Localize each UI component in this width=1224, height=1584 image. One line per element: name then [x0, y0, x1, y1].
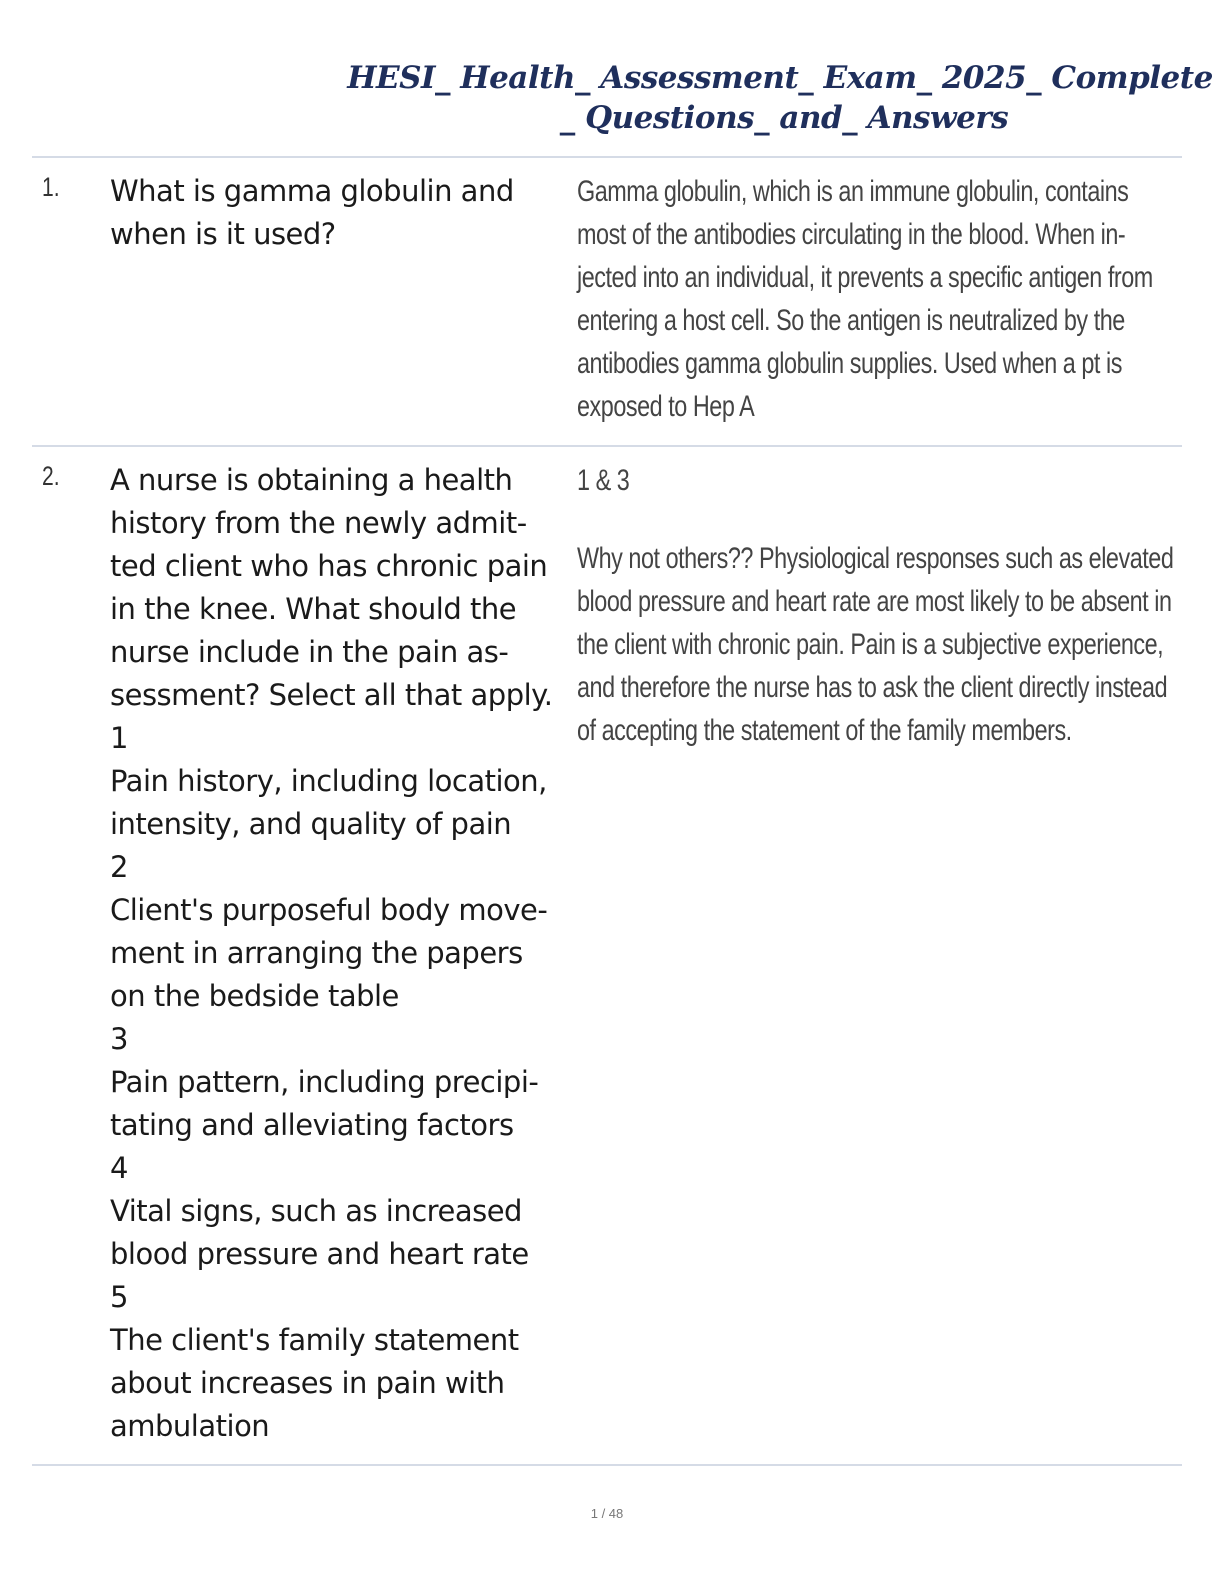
question-text: A nurse is obtaining a health history from the newly admit- ted client who has chronic pain in the knee. What should the nurse include in the pain as- sessment? Select all that apply. 1 Pain history, including location, intensity, and quality of pain 2 Client's purposeful body move- ment in arranging the papers on the bedside table 3 Pain pattern, including precipi- tating and alleviating factors 4 Vital signs, such as increased blood pressure and heart rate 5 The client's family statement about increases in pain with ambulation	[110, 463, 553, 1443]
document-title-line-1: HESI_ Health_ Assessment_ Exam_ 2025_ Complete	[347, 60, 1213, 96]
divider-middle	[32, 445, 1182, 447]
answer-line: of accepting the statement of the family members.	[577, 714, 1072, 747]
question-number: 1.	[42, 172, 60, 202]
question-number: 2.	[42, 461, 60, 491]
answer-line: and therefore the nurse has to ask the client directly instead	[577, 671, 1168, 704]
answer-line: entering a host cell. So the antigen is neutralized by the	[577, 304, 1125, 337]
document-title	[340, 58, 1220, 138]
answer-line: Why not others?? Physiological responses such as elevated	[577, 542, 1174, 575]
answer-line: antibodies gamma globulin supplies. Used when a pt is	[577, 347, 1122, 380]
divider-bottom	[32, 1464, 1182, 1466]
answer-line: Gamma globulin, which is an immune globulin, contains	[577, 175, 1129, 208]
answer-text	[577, 170, 1170, 428]
answer-spacer	[577, 502, 1170, 537]
divider-top	[32, 156, 1182, 158]
question-text: What is gamma globulin and when is it used?	[110, 174, 514, 251]
document-title-line-2: _ Questions_ and_ Answers	[559, 100, 1009, 136]
answer-line: most of the antibodies circulating in the blood. When in-	[577, 218, 1126, 251]
answer-line: blood pressure and heart rate are most likely to be absent in	[577, 585, 1172, 618]
answer-line: the client with chronic pain. Pain is a subjective experience,	[577, 628, 1164, 661]
page-indicator: 1 / 48	[590, 1506, 624, 1521]
answer-line: exposed to Hep A	[577, 390, 755, 423]
answer-text	[577, 459, 1174, 752]
answer-key: 1 & 3	[577, 464, 630, 497]
answer-line: jected into an individual, it prevents a specific antigen from	[577, 261, 1153, 294]
